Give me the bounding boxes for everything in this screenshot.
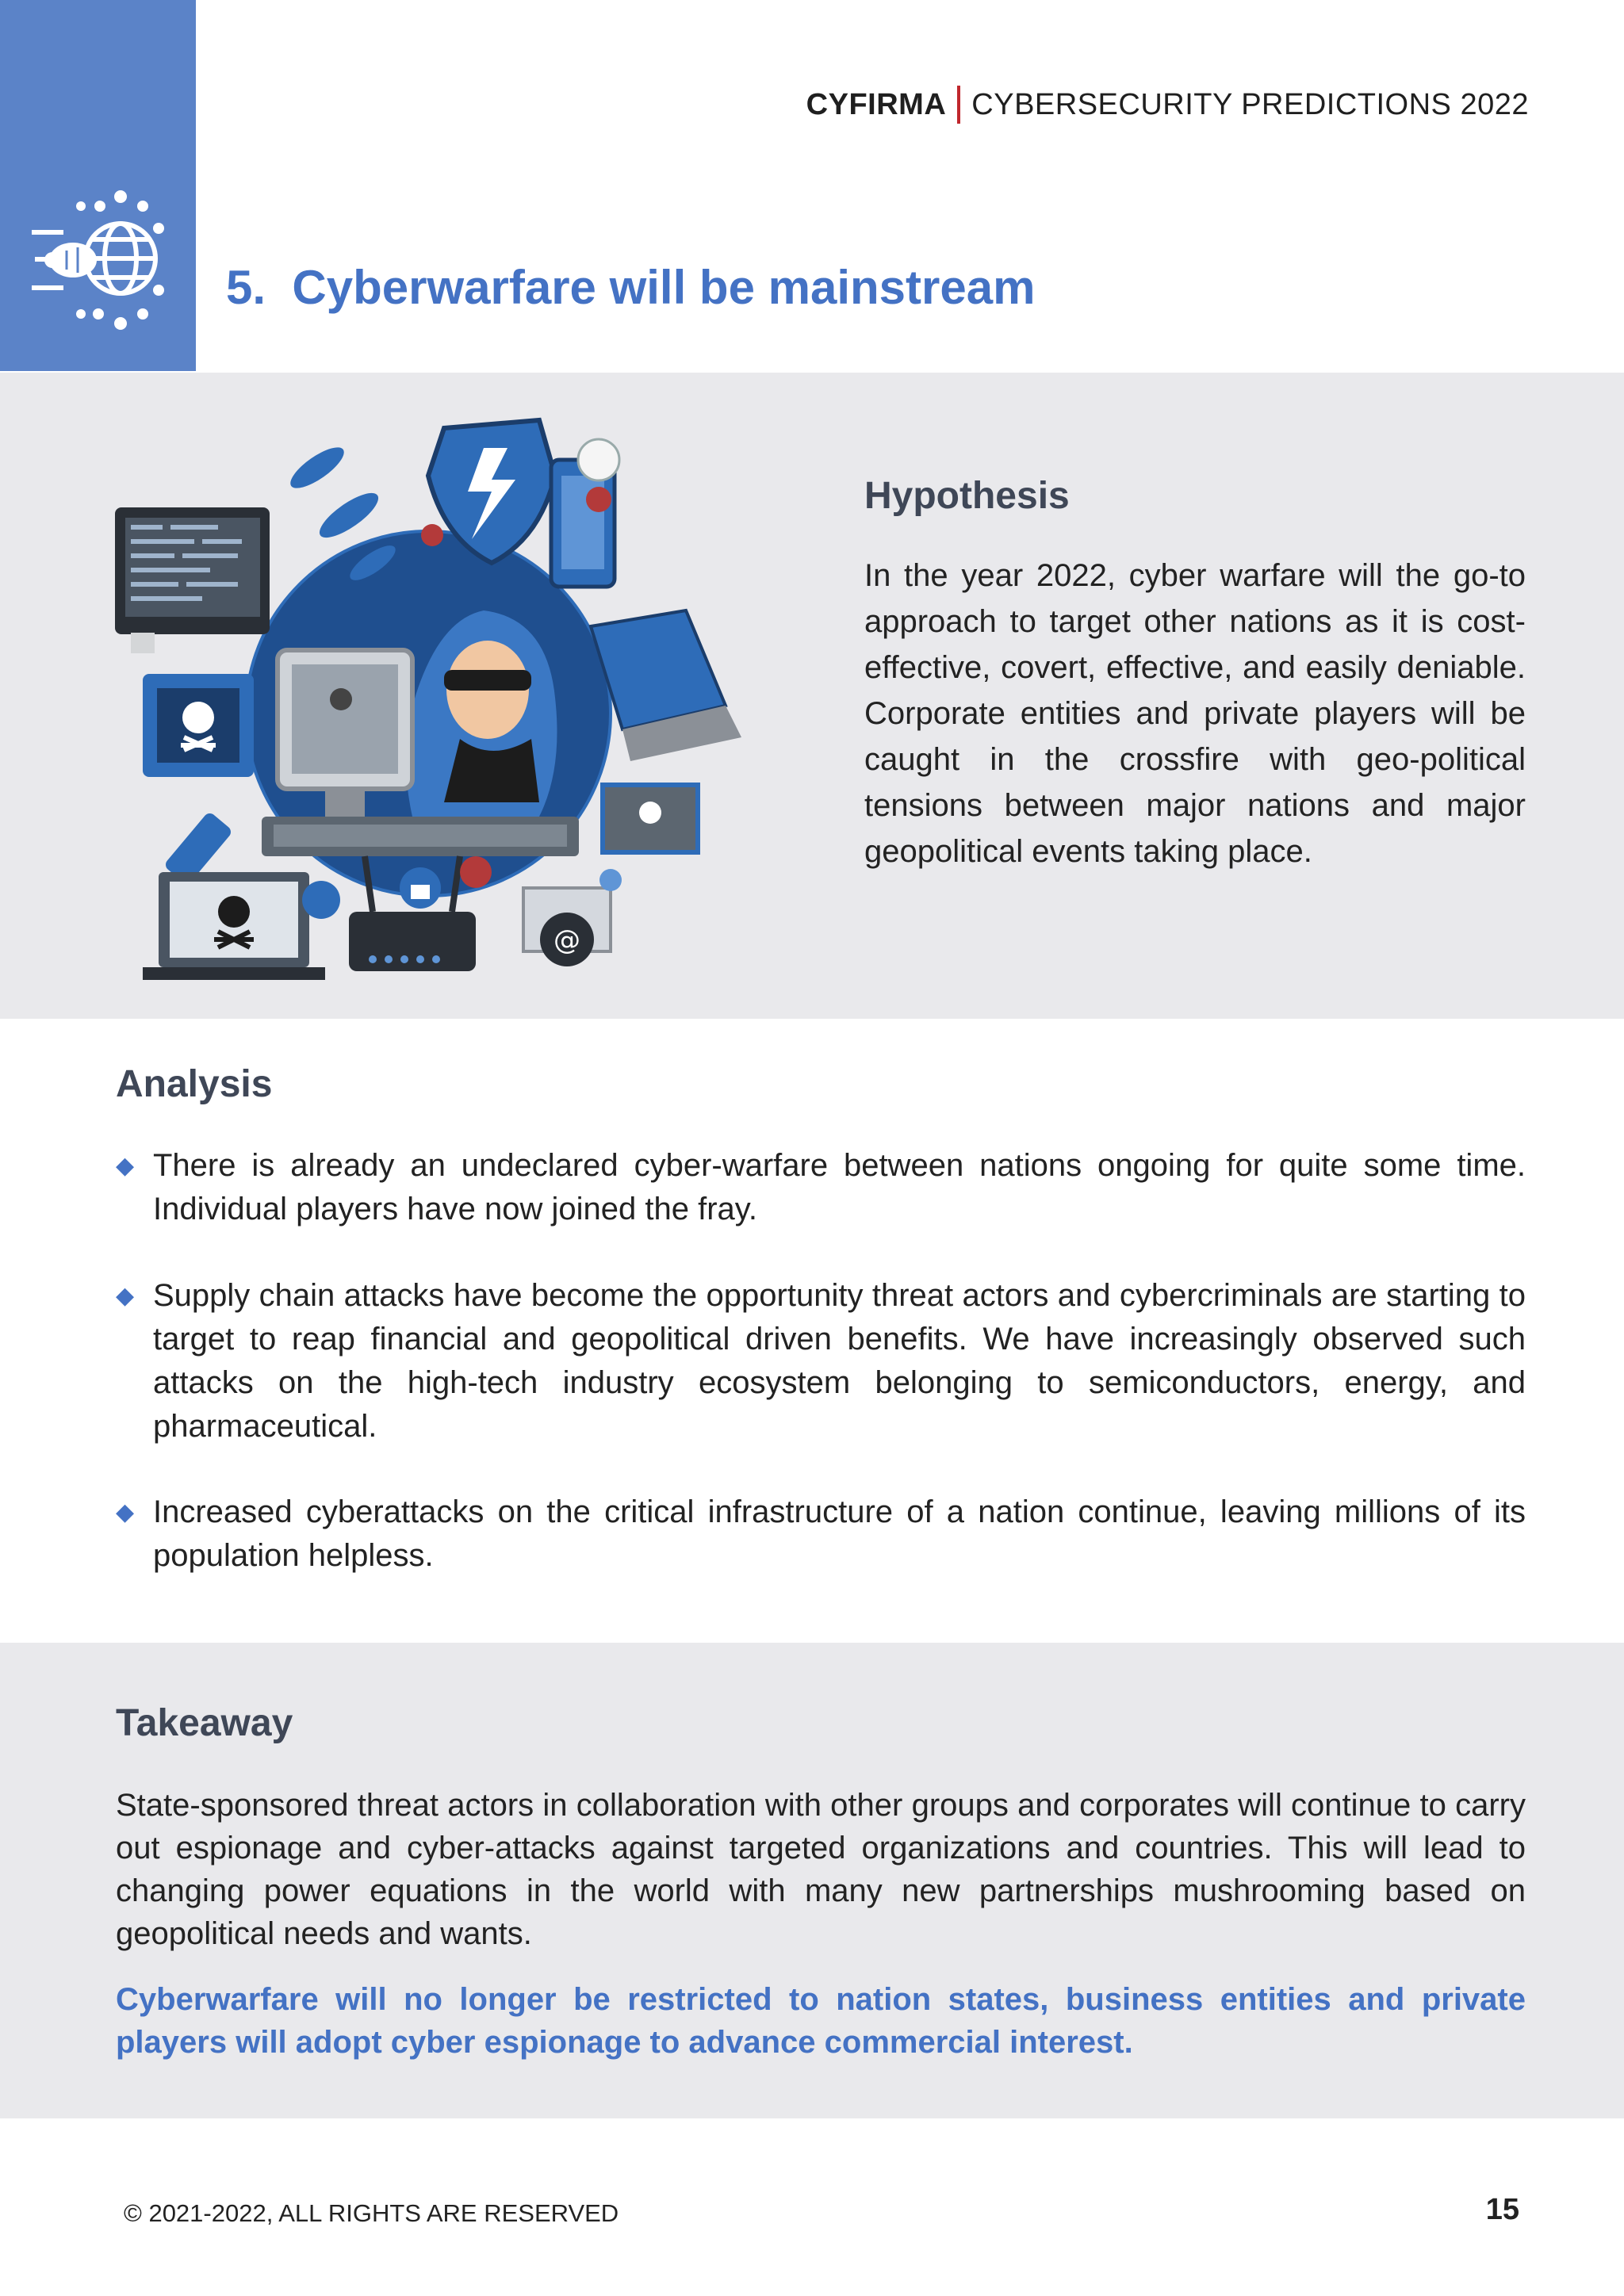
header-separator bbox=[957, 86, 960, 124]
analysis-heading: Analysis bbox=[116, 1063, 273, 1105]
report-title: CYBERSECURITY PREDICTIONS 2022 bbox=[971, 87, 1529, 121]
section-title bbox=[226, 260, 1035, 315]
analysis-bullet-text: Supply chain attacks have become the opportunity threat actors and cybercriminals are starting to target to reap financial and geopolitical driven benefits. We have increasingly observed such attacks on the high-tech industry ecosystem belonging to semiconductors, energy, and pharmaceutical. bbox=[153, 1278, 1526, 1444]
svg-text:@: @ bbox=[553, 924, 580, 956]
diamond-bullet-icon: ◆ bbox=[116, 1283, 135, 1309]
section-title-text: Cyberwarfare will be mainstream bbox=[292, 261, 1036, 314]
section-number: 5. bbox=[226, 261, 266, 314]
page-header bbox=[806, 86, 1529, 124]
analysis-bullet bbox=[116, 1144, 1526, 1231]
section-tab bbox=[0, 0, 196, 371]
hypothesis-heading: Hypothesis bbox=[864, 475, 1070, 517]
takeaway-text: State-sponsored threat actors in collaboration with other groups and corporates will continue to carry out espionage and cyber-attacks against targeted organizations and countries. This will lead to changing power equations in the world with many new partnerships mushrooming based on geopolitical needs and wants. bbox=[116, 1788, 1526, 1951]
diamond-bullet-icon: ◆ bbox=[116, 1499, 135, 1525]
diamond-bullet-icon: ◆ bbox=[116, 1153, 135, 1179]
takeaway-heading: Takeaway bbox=[116, 1702, 293, 1744]
cyberwarfare-illustration bbox=[111, 412, 745, 999]
copyright: © 2021-2022, ALL RIGHTS ARE RESERVED bbox=[124, 2199, 619, 2227]
bug-globe-icon bbox=[32, 189, 168, 331]
brand-name: CYFIRMA bbox=[806, 87, 947, 121]
analysis-bullet bbox=[116, 1490, 1526, 1578]
hypothesis-text: In the year 2022, cyber warfare will the go-to approach to target other nations as it is cost-effective, covert, effective, and easily deniable. Corporate entities and private players will be caught in the crossfire with geo-political tensions between major nations and major geopolitical events taking place. bbox=[864, 558, 1526, 869]
takeaway-highlight: Cyberwarfare will no longer be restricted to nation states, business entities and private players will adopt cyber espionage to advance commercial interest. bbox=[116, 1982, 1526, 2060]
analysis-bullet bbox=[116, 1274, 1526, 1448]
analysis-bullet-text: There is already an undeclared cyber-warfare between nations ongoing for quite some time. Individual players have now joined the fray. bbox=[153, 1148, 1526, 1226]
page-number: 15 bbox=[1485, 2193, 1519, 2226]
analysis-bullet-text: Increased cyberattacks on the critical infrastructure of a nation continue, leaving millions of its population helpless. bbox=[153, 1494, 1526, 1573]
